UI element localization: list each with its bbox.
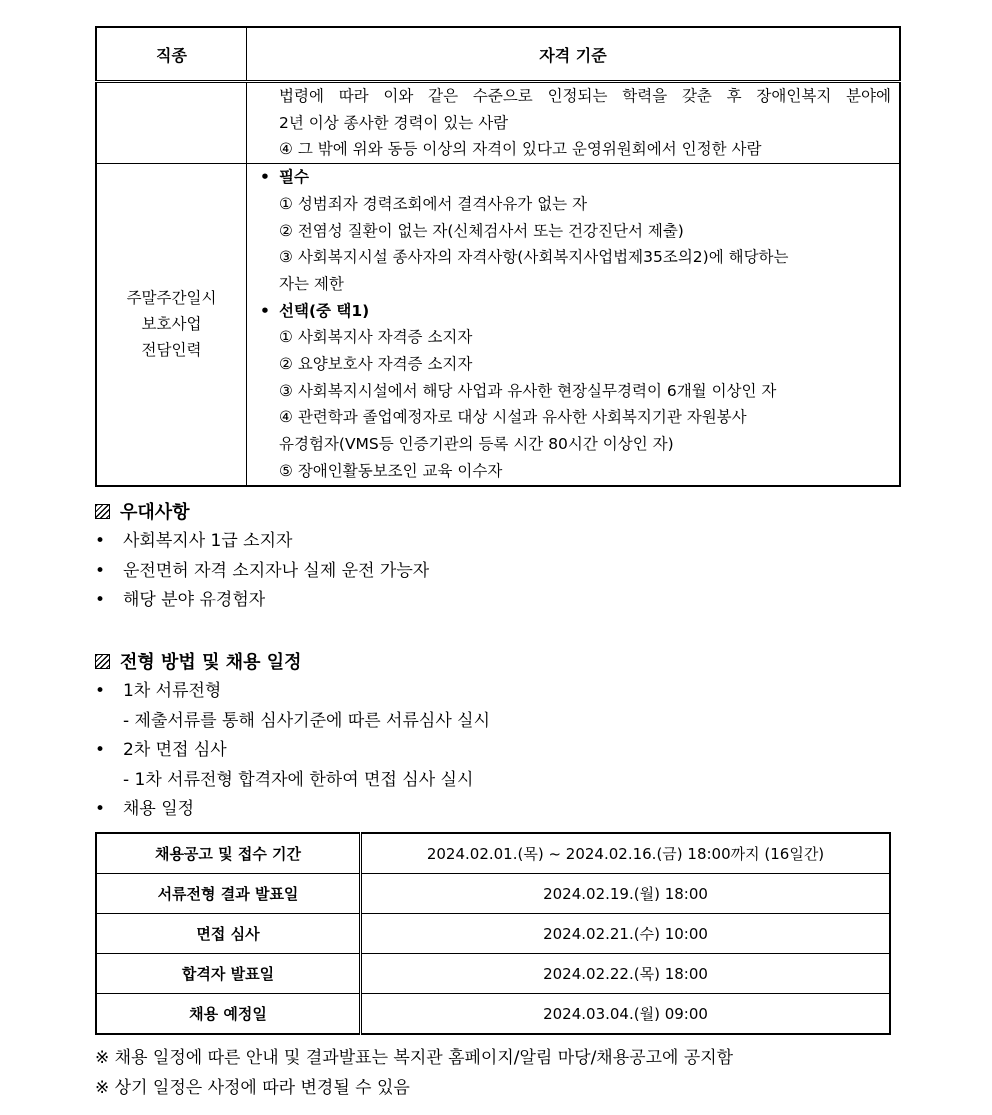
- criteria-line: 2년 이상 종사한 경력이 있는 사람: [279, 113, 509, 132]
- process-title: 전형 방법 및 채용 일정: [120, 652, 302, 673]
- process-step: • 2차 면접 심사: [95, 736, 490, 766]
- process-section: [95, 648, 490, 825]
- qualification-header-row: [96, 27, 900, 82]
- schedule-note: ※ 상기 일정은 사정에 따라 변경될 수 있음: [95, 1078, 410, 1098]
- schedule-table: [95, 832, 891, 1035]
- required-item: ③ 사회복지시설 종사자의 자격사항(사회복지사업법제35조의2)에 해당하는: [279, 248, 789, 267]
- hatched-box-icon: [95, 654, 110, 669]
- schedule-value: 2024.02.22.(목) 18:00: [361, 954, 891, 994]
- optional-item: ① 사회복지사 자격증 소지자: [279, 328, 473, 347]
- preference-item: • 운전면허 자격 소지자나 실제 운전 가능자: [95, 557, 429, 587]
- role-line: 전담인력: [141, 341, 202, 360]
- schedule-label: 채용공고 및 접수 기간: [96, 833, 361, 874]
- preferences-title: 우대사항: [120, 502, 190, 523]
- preference-item: • 해당 분야 유경험자: [95, 586, 429, 616]
- header-criteria: 자격 기준: [247, 27, 901, 82]
- role-line: 주말주간일시: [126, 289, 217, 308]
- criteria-line: ④ 그 밖에 위와 동등 이상의 자격이 있다고 운영위원회에서 인정한 사람: [279, 140, 762, 159]
- header-role: 직종: [96, 27, 247, 82]
- role-cell-empty: [96, 82, 247, 164]
- schedule-row: [96, 954, 890, 994]
- criteria-cell: [247, 164, 901, 486]
- role-line: 보호사업: [141, 315, 202, 334]
- role-cell: [96, 164, 247, 486]
- required-item: ② 전염성 질환이 없는 자(신체검사서 또는 건강진단서 제출): [279, 221, 684, 240]
- optional-item: ③ 사회복지시설에서 해당 사업과 유사한 현장실무경력이 6개월 이상인 자: [279, 381, 777, 400]
- schedule-label: 면접 심사: [96, 914, 361, 954]
- criteria-line: 법령에 따라 이와 같은 수준으로 인정되는 학력을 갖춘 후 장애인복지 분야에: [279, 87, 891, 105]
- optional-item: ⑤ 장애인활동보조인 교육 이수자: [279, 461, 503, 480]
- schedule-row: [96, 914, 890, 954]
- preferences-heading: [95, 498, 429, 524]
- preference-item: • 사회복지사 1급 소지자: [95, 527, 429, 557]
- schedule-value: 2024.02.21.(수) 10:00: [361, 914, 891, 954]
- schedule-row: [96, 874, 890, 914]
- qualification-row: [96, 164, 900, 486]
- preferences-list: [95, 527, 429, 616]
- schedule-label: 서류전형 결과 발표일: [96, 874, 361, 914]
- process-heading: [95, 648, 490, 674]
- required-item: ① 성범죄자 경력조회에서 결격사유가 없는 자: [279, 194, 588, 213]
- schedule-value: 2024.02.01.(목) ~ 2024.02.16.(금) 18:00까지 (16일간): [361, 833, 891, 874]
- required-heading: • 필수: [255, 164, 891, 191]
- schedule-note: ※ 채용 일정에 따른 안내 및 결과발표는 복지관 홈페이지/알림 마당/채용공고에 공지함: [95, 1048, 734, 1068]
- process-step: • 1차 서류전형: [95, 677, 490, 707]
- required-item: 자는 제한: [279, 274, 344, 293]
- qualification-row: [96, 82, 900, 164]
- optional-item: 유경험자(VMS등 인증기관의 등록 시간 80시간 이상인 자): [279, 435, 674, 454]
- schedule-value: 2024.02.19.(월) 18:00: [361, 874, 891, 914]
- hatched-box-icon: [95, 504, 110, 519]
- optional-heading: • 선택(중 택1): [255, 298, 891, 325]
- process-step: • 채용 일정: [95, 795, 490, 825]
- optional-item: ② 요양보호사 자격증 소지자: [279, 355, 473, 374]
- criteria-cell: [247, 82, 901, 164]
- schedule-row: [96, 833, 890, 874]
- optional-item: ④ 관련학과 졸업예정자로 대상 시설과 유사한 사회복지기관 자원봉사: [279, 408, 747, 427]
- process-step-detail: - 1차 서류전형 합격자에 한하여 면접 심사 실시: [123, 769, 474, 790]
- schedule-label: 채용 예정일: [96, 994, 361, 1035]
- schedule-label: 합격자 발표일: [96, 954, 361, 994]
- process-list: [95, 677, 490, 825]
- qualification-table: [95, 26, 901, 487]
- preferences-section: [95, 498, 429, 616]
- schedule-row: [96, 994, 890, 1035]
- process-step-detail: - 제출서류를 통해 심사기준에 따른 서류심사 실시: [123, 710, 490, 731]
- schedule-value: 2024.03.04.(월) 09:00: [361, 994, 891, 1035]
